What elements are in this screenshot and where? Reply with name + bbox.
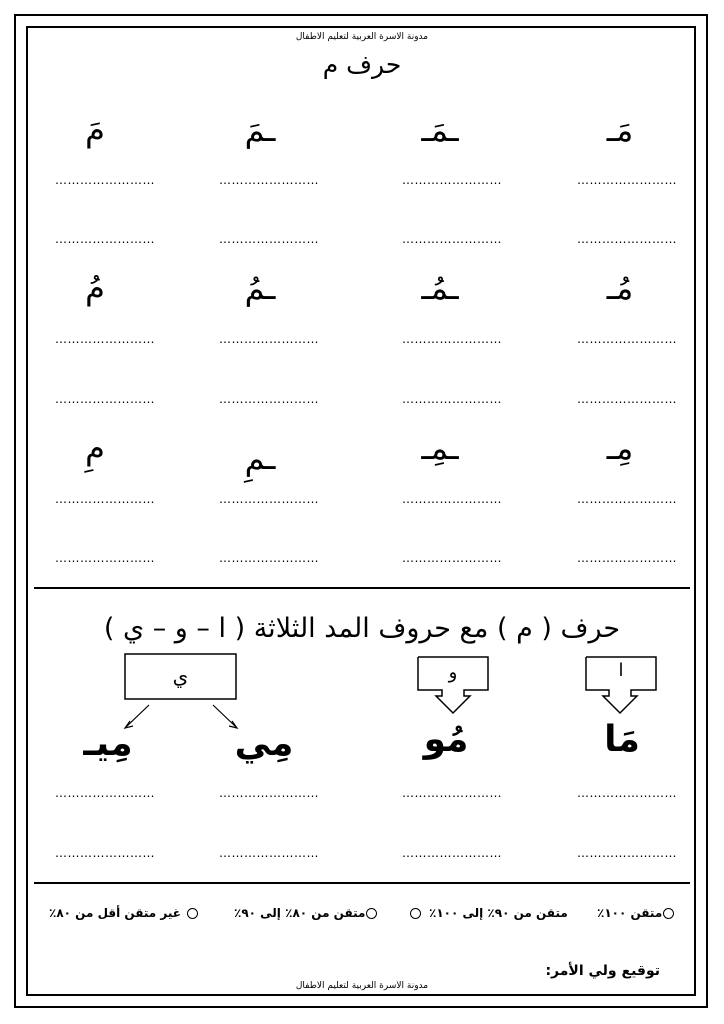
blog-footer: مدونة الاسرة العربية لتعليم الاطفال	[295, 981, 429, 991]
box-label: ا	[618, 660, 624, 681]
letter-form: مِ	[85, 429, 105, 467]
word-form: مِي	[234, 723, 294, 764]
writing-line[interactable]: ……………………	[402, 846, 502, 860]
writing-line[interactable]: ……………………	[577, 232, 677, 246]
writing-line[interactable]: ……………………	[55, 551, 155, 565]
writing-line[interactable]: ……………………	[219, 551, 319, 565]
writing-line[interactable]: ……………………	[402, 173, 502, 187]
section-title: حرف ( م ) مع حروف المد الثلاثة ( ا – و – ي )	[103, 613, 621, 644]
writing-line[interactable]: ……………………	[55, 786, 155, 800]
writing-line[interactable]: ……………………	[577, 846, 677, 860]
rating-label: غير متقن أقل من ٨٠٪	[49, 906, 181, 920]
blog-header: مدونة الاسرة العربية لتعليم الاطفال	[295, 32, 429, 42]
writing-line[interactable]: ……………………	[219, 846, 319, 860]
writing-line[interactable]: ……………………	[402, 332, 502, 346]
rating-label: متقن من ٩٠٪ إلى ١٠٠٪	[429, 906, 568, 920]
letter-form: ـمِـ	[421, 429, 459, 467]
word-form: مَا	[604, 719, 640, 760]
writing-line[interactable]: ……………………	[577, 551, 677, 565]
rating-option[interactable]	[234, 906, 378, 920]
writing-line[interactable]: ……………………	[219, 332, 319, 346]
letter-form: مَـ	[606, 111, 634, 149]
writing-line[interactable]: ……………………	[402, 392, 502, 406]
writing-line[interactable]: ……………………	[219, 392, 319, 406]
writing-line[interactable]: ……………………	[55, 332, 155, 346]
writing-line[interactable]: ……………………	[55, 846, 155, 860]
rating-option[interactable]	[597, 906, 675, 920]
radio-circle-icon[interactable]	[410, 908, 421, 919]
rating-label: متقن من ٨٠٪ إلى ٩٠٪	[234, 906, 366, 920]
writing-line[interactable]: ……………………	[55, 492, 155, 506]
writing-line[interactable]: ……………………	[55, 392, 155, 406]
radio-circle-icon[interactable]	[187, 908, 198, 919]
writing-line[interactable]: ……………………	[219, 173, 319, 187]
writing-line[interactable]: ……………………	[402, 786, 502, 800]
letter-form: ـمِ	[244, 439, 276, 477]
letter-form: مُ	[85, 269, 105, 307]
radio-circle-icon[interactable]	[663, 908, 674, 919]
writing-line[interactable]: ……………………	[577, 392, 677, 406]
box-label: ي	[172, 664, 189, 688]
writing-line[interactable]: ……………………	[219, 492, 319, 506]
writing-line[interactable]: ……………………	[55, 232, 155, 246]
word-form: مِيـ	[83, 723, 133, 764]
writing-line[interactable]: ……………………	[577, 492, 677, 506]
letter-form: مُـ	[606, 269, 634, 307]
box-label: و	[448, 662, 458, 683]
writing-line[interactable]: ……………………	[402, 551, 502, 565]
writing-line[interactable]: ……………………	[402, 492, 502, 506]
writing-line[interactable]: ……………………	[402, 232, 502, 246]
parent-signature[interactable]: توقيع ولي الأمر:	[545, 963, 660, 979]
letter-form: ـمَـ	[421, 111, 459, 149]
letter-form: ـمُـ	[421, 269, 459, 307]
page-title: حرف م	[322, 50, 402, 79]
writing-line[interactable]: ……………………	[55, 173, 155, 187]
writing-line[interactable]: ……………………	[219, 232, 319, 246]
radio-circle-icon[interactable]	[366, 908, 377, 919]
rating-option[interactable]	[49, 906, 199, 920]
letter-form: مِـ	[606, 429, 634, 467]
writing-line[interactable]: ……………………	[577, 786, 677, 800]
arrow-right	[213, 705, 236, 727]
rating-label: متقن ١٠٠٪	[597, 906, 663, 920]
word-form: مُو	[423, 719, 469, 760]
writing-line[interactable]: ……………………	[219, 786, 319, 800]
writing-line[interactable]: ……………………	[577, 332, 677, 346]
letter-form: مَ	[85, 111, 105, 149]
section-divider	[34, 882, 690, 884]
letter-form: ـمُ	[244, 269, 276, 307]
writing-line[interactable]: ……………………	[577, 173, 677, 187]
rating-option[interactable]	[409, 906, 568, 920]
letter-form: ـمَ	[244, 111, 276, 149]
